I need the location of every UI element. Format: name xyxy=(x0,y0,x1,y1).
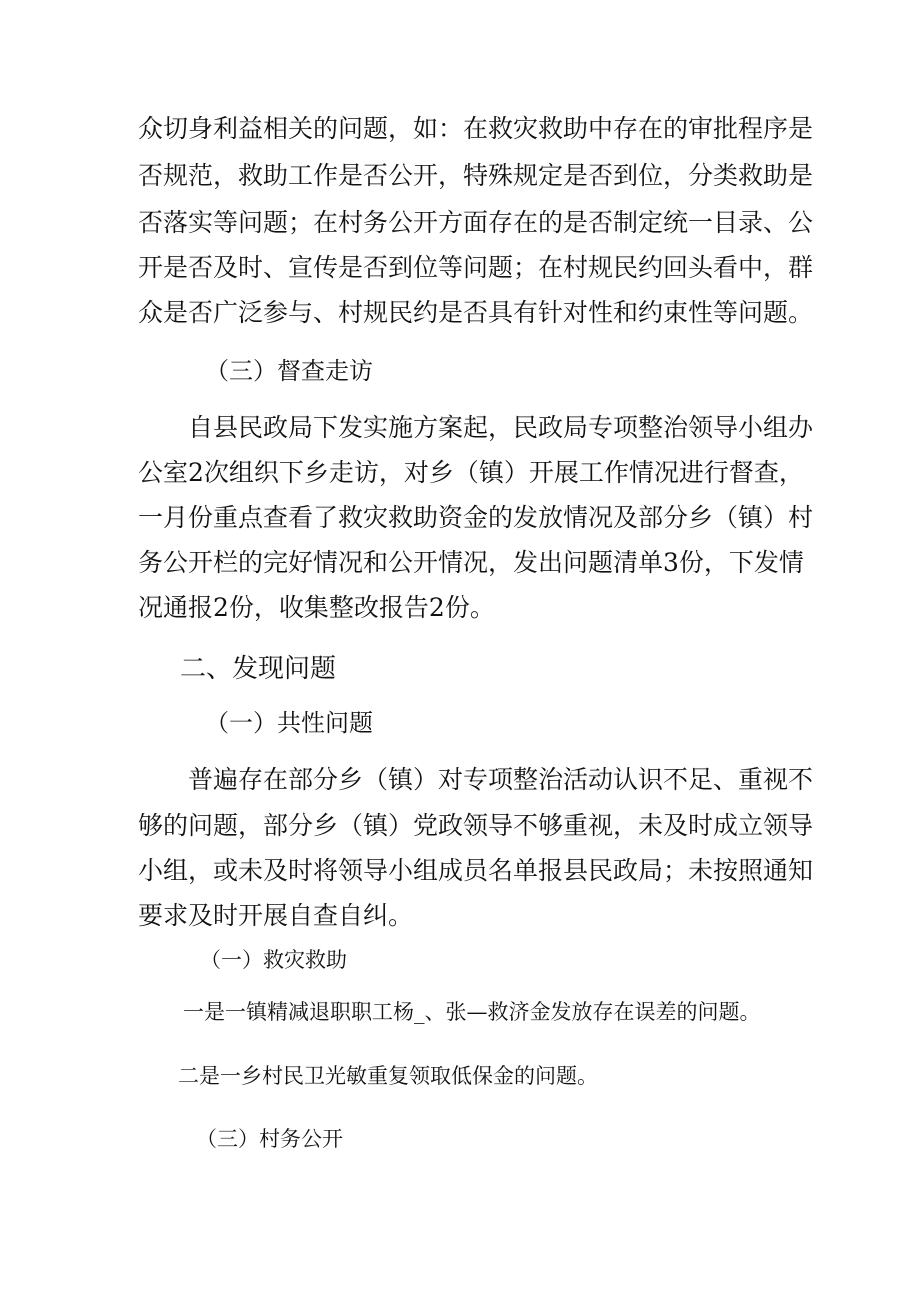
list-item: 一是一镇精减退职职工杨_、张—救济金发放存在误差的问题。 xyxy=(183,1000,761,1024)
paragraph-line: 小组，或未及时将领导小组成员名单报县民政局；未按照通知 xyxy=(138,856,814,885)
paragraph-line: 公室2次组织下乡走访，对乡（镇）开展工作情况进行督查， xyxy=(138,458,804,487)
paragraph-line: 众是否广泛参与、村规民约是否具有针对性和约束性等问题。 xyxy=(138,298,814,327)
paragraph-line: 众切身利益相关的问题，如：在救灾救助中存在的审批程序是 xyxy=(138,114,814,143)
section-heading: 二、发现问题 xyxy=(180,654,337,684)
subsection-title: （一）救灾救助 xyxy=(200,948,347,972)
paragraph-line: 普遍存在部分乡（镇）对专项整治活动认识不足、重视不 xyxy=(188,765,814,794)
subsection-title: （一）共性问题 xyxy=(205,709,373,737)
paragraph-line: 够的问题，部分乡（镇）党政领导不够重视，未及时成立领导 xyxy=(138,811,814,840)
paragraph-line: 要求及时开展自查自纠。 xyxy=(138,901,414,930)
section-title: （三）督查走访 xyxy=(205,357,373,385)
paragraph-line: 况通报2份，收集整改报告2份。 xyxy=(138,593,495,622)
paragraph-line: 务公开栏的完好情况和公开情况，发出问题清单3份，下发情 xyxy=(138,548,804,577)
paragraph-line: 一月份重点查看了救灾救助资金的发放情况及部分乡（镇）村 xyxy=(138,503,814,532)
paragraph-line: 否规范，救助工作是否公开，特殊规定是否到位，分类救助是 xyxy=(138,161,814,190)
list-item: 二是一乡村民卫光敏重复领取低保金的问题。 xyxy=(178,1064,598,1088)
paragraph-line: 开是否及时、宣传是否到位等问题；在村规民约回头看中，群 xyxy=(138,253,814,282)
paragraph-line: 自县民政局下发实施方案起，民政局专项整治领导小组办 xyxy=(188,413,814,442)
subsection-title: （三）村务公开 xyxy=(196,1127,343,1151)
paragraph-line: 否落实等问题；在村务公开方面存在的是否制定统一目录、公 xyxy=(138,208,814,237)
